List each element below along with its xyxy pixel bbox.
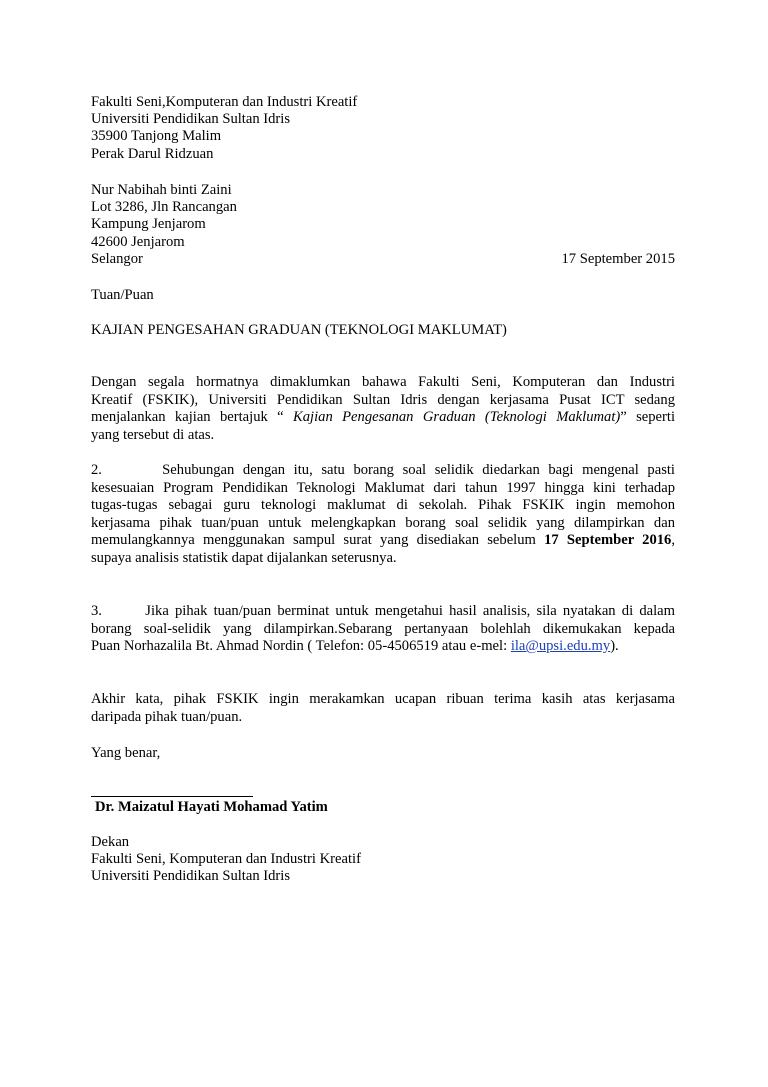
paragraph-line: Akhir kata, pihak FSKIK ingin merakamkan ucapan ribuan terima kasih atas kerjasama: [91, 691, 675, 707]
sender-address-line: Perak Darul Ridzuan: [91, 146, 214, 162]
closing: Yang benar,: [91, 745, 161, 761]
letter-subject: KAJIAN PENGESAHAN GRADUAN (TEKNOLOGI MAKLUMAT): [91, 322, 507, 338]
deadline-date: 17 September 2016: [544, 532, 672, 548]
recipient-name: Nur Nabihah binti Zaini: [91, 182, 232, 198]
recipient-address-line: Kampung Jenjarom: [91, 216, 206, 232]
paragraph-line: 2. Sehubungan dengan itu, satu borang soal selidik diedarkan bagi mengenal pasti: [91, 462, 675, 478]
signatory-address-line: Fakulti Seni, Komputeran dan Industri Kreatif: [91, 851, 361, 867]
recipient-address-line: 42600 Jenjarom: [91, 234, 185, 250]
paragraph-line: supaya analisis statistik dapat dijalankan seterusnya.: [91, 549, 397, 566]
paragraph-line: memulangkannya menggunakan sampul surat yang disediakan sebelum 17 September 2016,: [91, 532, 675, 548]
paragraph-line: Puan Norhazalila Bt. Ahmad Nordin ( Telefon: 05-4506519 atau e-mel: ila@upsi.edu.my).: [91, 638, 619, 654]
paragraph-3: [91, 603, 675, 656]
paragraph-2: [91, 462, 675, 567]
salutation: Tuan/Puan: [91, 287, 154, 303]
signatory-name: Dr. Maizatul Hayati Mohamad Yatim: [95, 799, 328, 815]
sender-address-line: Universiti Pendidikan Sultan Idris: [91, 111, 291, 127]
recipient-address-line: Selangor: [91, 251, 143, 267]
paragraph-line: yang tersebut di atas.: [91, 426, 215, 443]
paragraph-line: daripada pihak tuan/puan.: [91, 708, 243, 725]
paragraph-line: tugas-tugas sebagai guru teknologi maklumat di sekolah. Pihak FSKIK ingin memohon: [91, 497, 675, 513]
letter-date: 17 September 2015: [561, 251, 675, 267]
paragraph-line: kesesuaian Program Pendidikan Teknologi Maklumat dari tahun 1997 hingga kini terhadap: [91, 479, 675, 496]
paragraph-line: kerjasama pihak tuan/puan untuk melengkapkan borang soal selidik yang dilampirkan dan: [91, 514, 675, 531]
signatory-address-line: Universiti Pendidikan Sultan Idris: [91, 868, 291, 884]
signature-line: [91, 796, 253, 797]
paragraph-1: [91, 374, 675, 444]
recipient-address-line: Lot 3286, Jln Rancangan: [91, 199, 237, 215]
paragraph-line: Dengan segala hormatnya dimaklumkan bahawa Fakulti Seni, Komputeran dan Industri: [91, 374, 675, 390]
sender-address-line: Fakulti Seni,Komputeran dan Industri Kreatif: [91, 94, 358, 110]
signatory-title: Dekan: [91, 834, 130, 850]
paragraph-line: menjalankan kajian bertajuk “ Kajian Pengesanan Graduan (Teknologi Maklumat)” seperti: [91, 409, 676, 425]
paragraph-4: [91, 691, 675, 726]
paragraph-line: borang soal-selidik yang dilampirkan.Sebarang pertanyaan bolehlah dikemukakan kepada: [91, 620, 675, 637]
email-link[interactable]: ila@upsi.edu.my: [510, 638, 611, 654]
sender-address-line: 35900 Tanjong Malim: [91, 128, 222, 144]
paragraph-line: 3. Jika pihak tuan/puan berminat untuk mengetahui hasil analisis, sila nyatakan di dalam: [91, 603, 675, 619]
study-title: Kajian Pengesanan Graduan (Teknologi Maklumat): [293, 409, 621, 425]
paragraph-line: Kreatif (FSKIK), Universiti Pendidikan Sultan Idris dengan kerjasama Pusat ICT sedang: [91, 391, 675, 408]
